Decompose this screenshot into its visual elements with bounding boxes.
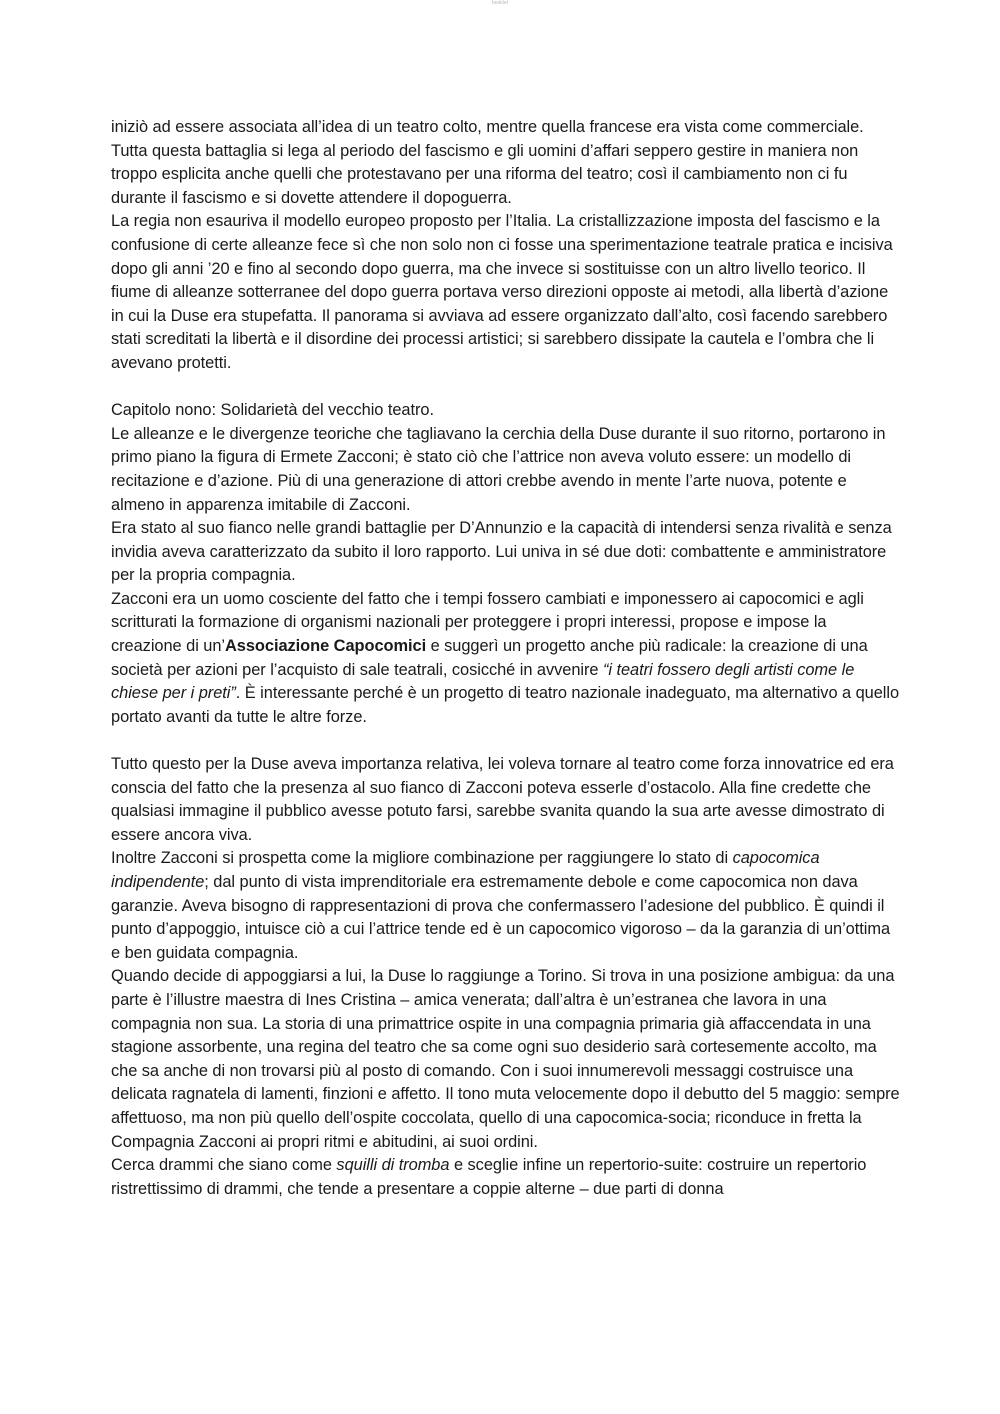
text-run: Inoltre Zacconi si prospetta come la migliore combinazione per raggiungere lo stato di [111,849,733,868]
text-run: Quando decide di appoggiarsi a lui, la Duse lo raggiunge a Torino. Si trova in una posizione ambigua: da una parte è l’illustre maestra di Ines Cristina – amica venerata; dall’altra è un’estranea che lavora in una compagnia non sua. La storia di una primattrice ospite in una compagnia primaria già affaccendata in una stagione assorbente, una regina del teatro che sa come ogni suo desiderio sarà cortesemente accolto, ma che sa anche di non trovarsi più al posto di comando. Con i suoi innumerevoli messaggi costruisce una delicata ragnatela di lamenti, finzioni e affetto. Il tono muta velocemente dopo il debutto del 5 maggio: sempre affettuoso, ma non più quello dell’ospite coccolata, quello di una capocomica-socia; riconduce in fretta la Compagnia Zacconi ai propri ritmi e abitudini, ai suoi ordini. [111,967,900,1151]
paragraph [111,1154,901,1201]
text-run: e suggerì un progetto anche più radicale: la creazione di una società per azioni per l’acquisto di sale teatrali, cosicché in avvenire [111,637,868,679]
paragraph [111,140,901,211]
text-run: . È interessante perché è un progetto di teatro nazionale inadeguato, ma alternativo a quello portato avanti da tutte le altre forze. [111,684,900,726]
text-run: Tutta questa battaglia si lega al periodo del fascismo e gli uomini d’affari seppero gestire in maniera non troppo esplicita anche quelli che protestavano per una riforma del teatro; così il cambiamento non ci fu durante il fascismo e si dovette attendere il dopoguerra. [111,141,859,207]
italic-text: capocomica indipendente [111,849,820,891]
text-run: Tutto questo per la Duse aveva importanza relativa, lei voleva tornare al teatro come forza innovatrice ed era conscia del fatto che la presenza al suo fianco di Zacconi poteva esserle d’ostacolo. Alla fine credette che qualsiasi immagine il pubblico avesse potuto farsi, sarebbe svanita quando la sua arte avesse dimostrato di essere ancora viva. [111,755,894,844]
text-run: Zacconi era un uomo cosciente del fatto che i tempi fossero cambiati e imponessero ai capocomici e agli scritturati la formazione di organismi nazionali per proteggere i propri interessi, propose e impose la creazione di un’ [111,589,864,656]
paragraph [111,588,901,730]
text-run: Capitolo nono: Solidarietà del vecchio teatro. [111,401,434,420]
paragraph-gap [111,729,901,753]
text-run: Cerca drammi che siano come [111,1156,337,1175]
paragraph [111,753,901,847]
paragraph [111,116,901,140]
text-run: iniziò ad essere associata all’idea di un teatro colto, mentre quella francese era vista come commerciale. [111,118,864,136]
paragraph [111,965,901,1154]
bold-text: Associazione Capocomici [225,637,427,656]
text-run: e sceglie infine un repertorio-suite: costruire un repertorio ristrettissimo di drammi, che tende a presentare a coppie alterne – due parti di donna [111,1156,867,1198]
paragraph [111,517,901,588]
text-run: Le alleanze e le divergenze teoriche che tagliavano la cerchia della Duse durante il suo ritorno, portarono in primo piano la figura di Ermete Zacconi; è stato ciò che l’attrice non aveva voluto essere: un modello di recitazione e d’azione. Più di una generazione di attori crebbe avendo in mente l’arte nuova, potente e almeno in apparenza imitabile di Zacconi. [111,424,886,514]
text-run: ; dal punto di vista imprenditoriale era estremamente debole e come capocomica non dava garanzie. Aveva bisogno di rappresentazioni di prova che confermassero l’adesione del pubblico. È quindi il punto d’appoggio, intuisce ciò a cui l’attrice tende ed è un capocomico vigoroso – da la garanzia di un’ottima e ben guidata compagnia. [111,873,891,962]
paragraph-gap [111,376,901,400]
italic-text: “i teatri fossero degli artisti come le chiese per i preti” [111,660,855,703]
paragraph [111,847,901,965]
text-run: Era stato al suo fianco nelle grandi battaglie per D’Annunzio e la capacità di intendersi senza rivalità e senza invidia aveva caratterizzato da subito il loro rapporto. Lui univa in sé due doti: combattente e amministratore per la propria compagnia. [111,519,892,585]
text-run: La regia non esauriva il modello europeo proposto per l’Italia. La cristallizzazione imposta del fascismo e la confusione di certe alleanze fece sì che non solo non ci fosse una sperimentazione teatrale pratica e incisiva dopo gli anni ’20 e fino al secondo dopo guerra, ma che invece si sostituisse con un altro livello teorico. Il fiume di alleanze sotterranee del dopo guerra portava verso direzioni opposte ai metodi, alla libertà d’azione in cui la Duse era stupefatta. Il panorama si avviava ad essere organizzato dall’alto, così facendo sarebbero stati screditati la libertà e il disordine dei processi artistici; si sarebbero dissipate la cautela e l’ombra che li avevano protetti. [111,212,893,372]
paragraph [111,210,901,375]
header-mark: booklet [491,0,509,6]
italic-text: squilli di tromba [336,1156,450,1175]
body-text [111,116,901,1201]
paragraph [111,399,901,423]
paragraph [111,423,901,517]
